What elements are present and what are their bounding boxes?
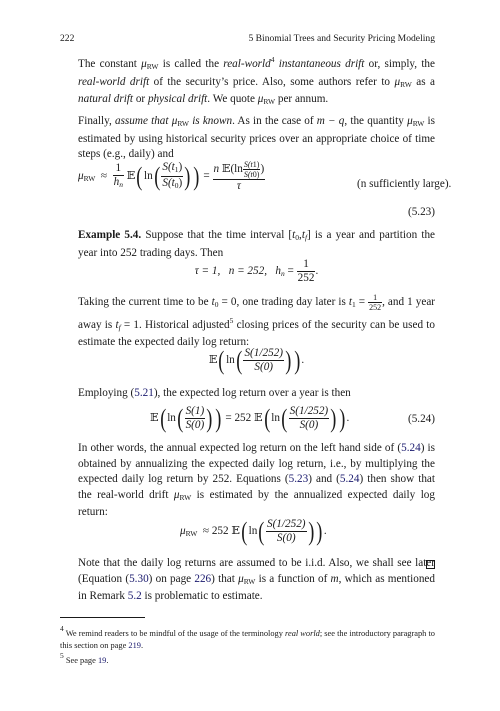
paragraph-iid-note: Note that the daily log returns are assumed to be i.i.d. Also, we shall see later (Equation (5.30) on page 226) that $\mu_{RW}$ is a function of m, which as mentioned in Remark 5.2 is problematic to estimate. (78, 557, 435, 603)
link-eq-5-30[interactable]: 5.30 (129, 572, 149, 585)
paragraph-real-world-drift: The constant $\mu_{RW}$ is called the real-world$^4$ instantaneous drift or, simply, the real-world drift of the security’s price. Also, some authors refer to $\mu_{RW}$ as a natural drift or physical drift. We quote $\mu_{RW}$ per annum. (78, 55, 435, 107)
link-eq-5-23[interactable]: 5.23 (288, 473, 309, 486)
equation-number-5-24: (5.24) (407, 413, 435, 425)
link-eq-5-24-b[interactable]: 5.24 (339, 473, 360, 486)
equation-tau-n-hn: τ = 1, n = 252, $h_n$ = $\frac{1}{252}$ . (194, 258, 319, 284)
footnote-rule (60, 617, 145, 618)
footnote-4: 4 We remind readers to be mindful of the usage of the terminology real world; see the introductory paragraph to this section on page 219. (60, 624, 435, 650)
link-eq-5-21[interactable]: 5.21 (134, 387, 154, 399)
equation-5-23: $\mu_{RW}$ ≈ $\frac{1}{h_n}$ 𝔼(ln( $\frac{S(t_1)}{S(t_0)}$ ) ) = n 𝔼(ln $\frac{S(t1)}{S(t0)}$ ) τ (78, 160, 265, 192)
qed-box-icon (426, 560, 435, 569)
link-page-19[interactable]: 19 (97, 656, 107, 665)
equation-condition: (n sufficiently large). (357, 178, 452, 190)
link-eq-5-24[interactable]: 5.24 (401, 442, 421, 454)
paragraph-assume-known: Finally, assume that $\mu_{RW}$ is known. As in the case of m − q, the quantity $\mu_{RW}$ is estimated by using historical security prices over an appropriate choice of time steps (e.g., daily) and (78, 115, 436, 161)
paragraph-annualizing: In other words, the annual expected log return on the left hand side of (5.24) is obtained by annualizing the expected daily log return, i.e., by multiplying the expected daily log return by 252. Equations (5.23) and (5.24) then show that the real-world drift $\mu_{RW}$ is estimated by the annualized expected daily log return: (78, 442, 436, 519)
link-remark-5-2[interactable]: 5.2 (127, 590, 142, 603)
equation-number-5-23: (5.23) (407, 206, 435, 218)
footnote-5: 5 See page 19. (60, 651, 109, 665)
equation-5-24: 𝔼(ln( $\frac{S(1)}{S(0)}$ ) ) = 252 𝔼(ln( $\frac{S(1/252)}{S(0)}$ ) ). (150, 403, 350, 433)
paragraph-current-time: Taking the current time to be $t_0 = 0$, one trading day later is $t_1$ = $\frac{1}{252}$ , and 1 year away is $t_f = 1$. Historical adjusted$^5$ closing prices of the security can be used to estimate the expected daily log return: (78, 293, 436, 349)
paragraph-employing: Employing (5.21), the expected log return over a year is then (78, 387, 351, 399)
link-page-226[interactable]: 226 (194, 572, 212, 585)
equation-final-estimate: $\mu_{RW} \approx 252$ 𝔼(ln( $\frac{S(1/252)}{S(0)}$ ) ). (180, 516, 327, 546)
equation-daily-log-return: 𝔼(ln( $\frac{S(1/252)}{S(0)}$ ) ). (208, 345, 305, 375)
example-5-4: Example 5.4. Suppose that the time interval $[t_0,t_f]$ is a year and partition the year into 252 trading days. Then (78, 229, 435, 259)
page-number: 222 (60, 33, 75, 44)
link-page-219[interactable]: 219 (128, 641, 141, 650)
running-title: 5 Binomial Trees and Security Pricing Modeling (248, 33, 435, 44)
